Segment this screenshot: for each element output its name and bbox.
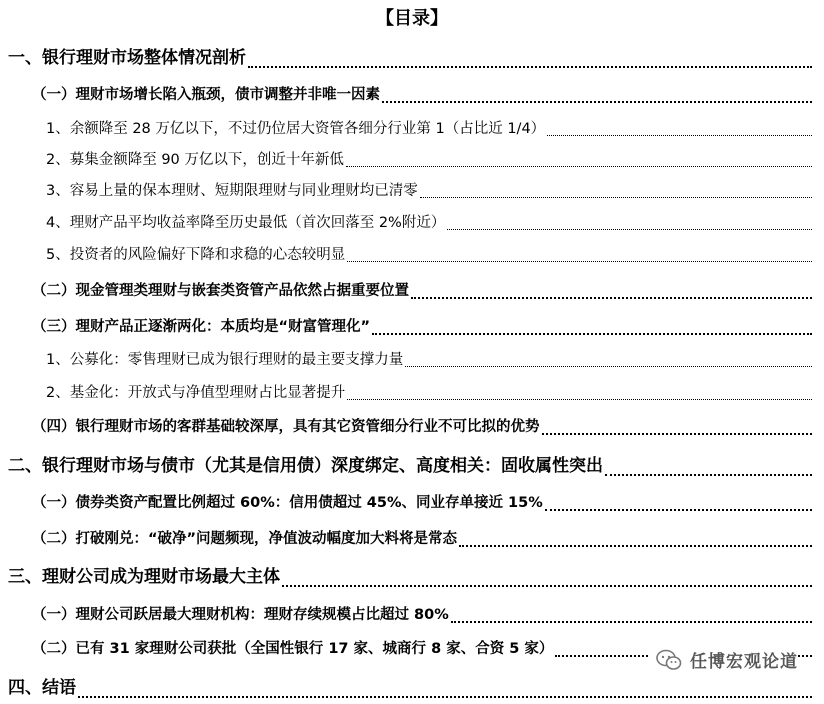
toc-entry-text: 一、银行理财市场整体情况剖析: [8, 48, 246, 68]
watermark: [650, 647, 798, 672]
dot-leader: [78, 696, 812, 698]
toc-entry[interactable]: [8, 44, 812, 72]
dot-leader: [459, 545, 812, 547]
toc-entry[interactable]: [46, 347, 812, 373]
dot-leader: [347, 261, 812, 262]
toc-entry[interactable]: [32, 82, 812, 108]
toc-entry-text: 5、投资者的风险偏好下降和求稳的心态较明显: [46, 247, 346, 263]
dot-leader: [605, 474, 812, 476]
toc-entry[interactable]: [32, 526, 812, 552]
toc-entry-text: 2、募集金额降至 90 万亿以下，创近十年新低: [46, 152, 344, 168]
dot-leader: [346, 166, 812, 167]
dot-leader: [547, 135, 812, 136]
toc-entry[interactable]: [32, 602, 812, 628]
toc-entry-text: 1、公募化：零售理财已成为银行理财的最主要支撑力量: [46, 352, 404, 368]
dot-leader: [248, 66, 812, 68]
toc-entry-text: 3、容易上量的保本理财、短期限理财与同业理财均已清零: [46, 183, 418, 199]
toc-entry-text: （二）已有 31 家理财公司获批（全国性银行 17 家、城商行 8 家、合资 5 家）: [32, 641, 554, 657]
dot-leader: [372, 333, 812, 335]
toc-entry-text: （二）现金管理类理财与嵌套类资管产品依然占据重要位置: [32, 283, 409, 299]
toc-entry-text: 4、理财产品平均收益率降至历史最低（首次回落至 2%附近）: [46, 215, 446, 231]
toc-entry[interactable]: [32, 314, 812, 340]
toc-entry-text: （一）理财市场增长陷入瓶颈，债市调整并非唯一因素: [32, 87, 380, 103]
dot-leader: [282, 585, 812, 587]
toc-entry[interactable]: [32, 490, 812, 516]
dot-leader: [542, 433, 813, 435]
toc-entry-text: 1、余额降至 28 万亿以下，不过仍位居大资管各细分行业第 1（占比近 1/4）: [46, 121, 546, 137]
toc-entry-text: 2、基金化：开放式与净值型理财占比显著提升: [46, 385, 346, 401]
toc-entry-text: （四）银行理财市场的客群基础较深厚，具有其它资管细分行业不可比拟的优势: [32, 419, 540, 435]
toc-entry-text: 四、结语: [8, 678, 76, 698]
toc-entry[interactable]: [8, 674, 812, 702]
dot-leader: [382, 101, 812, 103]
toc-entry[interactable]: [32, 278, 812, 304]
toc-entry[interactable]: [8, 563, 812, 591]
wechat-icon: [656, 649, 682, 671]
toc-entry[interactable]: [8, 452, 812, 480]
toc-entry[interactable]: [46, 178, 812, 204]
toc-entry[interactable]: [32, 414, 812, 440]
toc-entry[interactable]: [46, 242, 812, 268]
toc-entry[interactable]: [46, 147, 812, 173]
toc-entry-text: （二）打破刚兑：“破净”问题频现，净值波动幅度加大料将是常态: [32, 531, 458, 547]
dot-leader: [405, 366, 812, 367]
dot-leader: [411, 297, 812, 299]
watermark-text: 任博宏观论道: [690, 652, 798, 672]
toc-entry[interactable]: [46, 210, 812, 236]
toc-entry-text: （一）债券类资产配置比例超过 60%：信用债超过 45%、同业存单接近 15%: [32, 495, 543, 511]
dot-leader: [545, 509, 812, 511]
toc-entry-text: 二、银行理财市场与债市（尤其是信用债）深度绑定、高度相关：固收属性突出: [8, 456, 603, 476]
dot-leader: [347, 399, 812, 400]
toc-entry-text: 三、理财公司成为理财市场最大主体: [8, 567, 280, 587]
toc-entry-text: （一）理财公司跃居最大理财机构：理财存续规模占比超过 80%: [32, 607, 449, 623]
toc-entry[interactable]: [46, 380, 812, 406]
dot-leader: [447, 229, 812, 230]
toc-entry[interactable]: [46, 116, 812, 142]
dot-leader: [420, 197, 812, 198]
toc-entry-text: （三）理财产品正逐渐两化：本质均是“财富管理化”: [32, 319, 371, 335]
toc-title: 【目录】: [376, 8, 448, 29]
dot-leader: [451, 621, 812, 623]
